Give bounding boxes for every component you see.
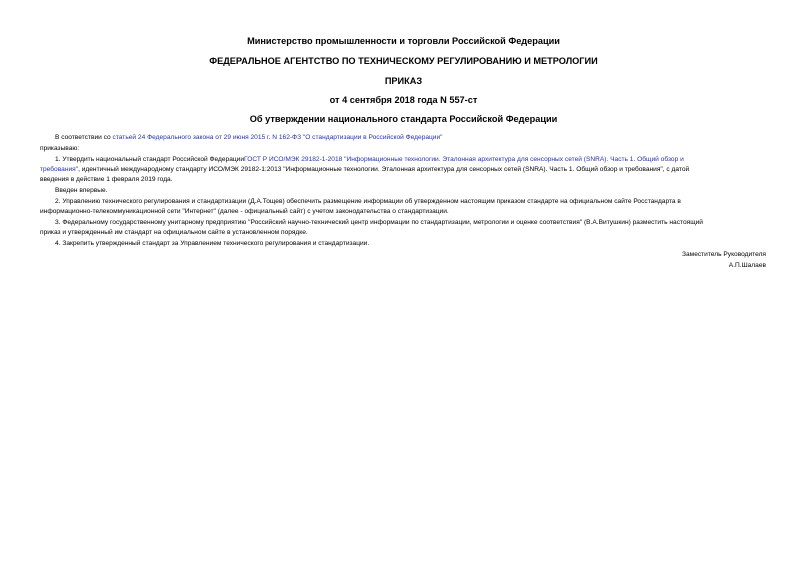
- item-3-line-2: приказ и утвержденный им стандарт на официальном сайте в установленном порядке.: [40, 229, 308, 236]
- item-1-prefix: 1. Утвердить национальный стандарт Российской Федерации: [55, 156, 245, 163]
- ministry-heading: Министерство промышленности и торговли Российской Федерации: [247, 36, 560, 46]
- agency-heading: ФЕДЕРАЛЬНОЕ АГЕНТСТВО ПО ТЕХНИЧЕСКОМУ РЕГУЛИРОВАНИЮ И МЕТРОЛОГИИ: [209, 56, 598, 66]
- preamble-line: [55, 134, 443, 142]
- doc-date-heading: от 4 сентября 2018 года N 557-ст: [329, 95, 478, 105]
- signature-position: Заместитель Руководителя: [682, 251, 766, 258]
- item-1-line-3: введения в действие 1 февраля 2019 года.: [40, 176, 173, 183]
- gost-link[interactable]: ГОСТ Р ИСО/МЭК 29182-1-2018 "Информационные технологии. Эталонная архитектура для сенсорных сетей (SNRA). Часть 1. Общий обзор и: [244, 156, 684, 163]
- item-2-line-2: информационно-телекоммуникационной сети "Интернет" (далее - официальный сайт) с учетом законодательства о стандартизации.: [40, 208, 449, 215]
- item-1-line-2-rest: , идентичный международному стандарту ИСО/МЭК 29182-1:2013 "Информационные технологии. Эталонная архитектура для сенсорных сетей (SNRA). Часть 1. Общий обзор и требования", с датой: [78, 166, 690, 173]
- item-4: 4. Закрепить утвержденный стандарт за Управлением технического регулирования и стандартизации.: [55, 240, 370, 247]
- gost-link-continuation[interactable]: требования": [40, 166, 79, 173]
- item-1-note: Введен впервые.: [55, 187, 108, 194]
- preamble-prefix: В соответствии со: [55, 134, 113, 141]
- doc-title-heading: Об утверждении национального стандарта Российской Федерации: [249, 114, 558, 124]
- item-3-line-1: 3. Федеральному государственному унитарному предприятию "Российский научно-технический центр информации по стандартизации, метрологии и оценке соответствия" (В.А.Витушкин) разместить настоящий: [55, 219, 703, 226]
- law-link[interactable]: статьей 24 Федерального закона от 29 июня 2015 г. N 162-ФЗ "О стандартизации в Российской Федерации": [112, 134, 443, 141]
- item-2-line-1: 2. Управлению технического регулирования и стандартизации (Д.А.Тощев) обеспечить размещение информации об утвержденном настоящим приказом стандарте на официальном сайте Росстандарта в: [55, 198, 681, 205]
- order-word: приказываю:: [40, 145, 80, 152]
- item-1-line-2: [40, 166, 773, 174]
- doc-type-heading: ПРИКАЗ: [384, 76, 423, 86]
- item-1-line-1: [55, 156, 773, 164]
- signature-name: А.П.Шалаев: [728, 262, 766, 269]
